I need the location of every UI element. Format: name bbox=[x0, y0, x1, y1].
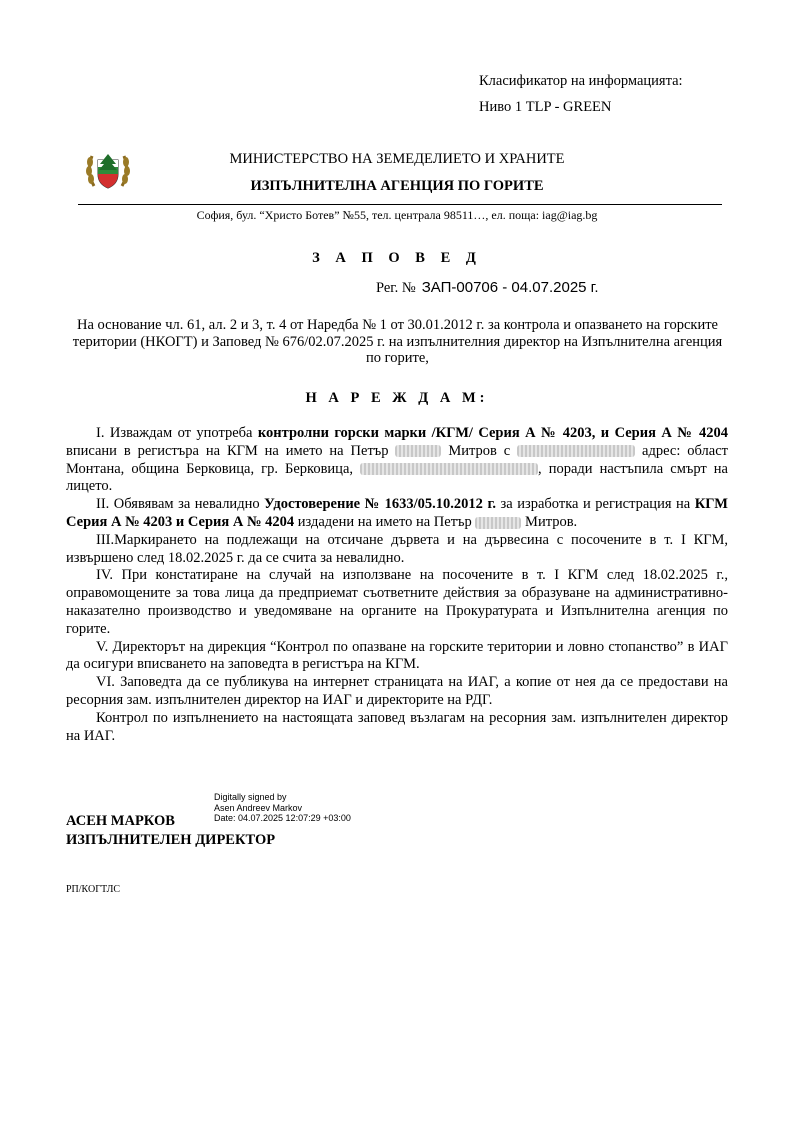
p2-text-f: Митров. bbox=[521, 513, 578, 530]
footer-code: РП/КОГТЛС bbox=[66, 884, 121, 895]
redacted-name bbox=[475, 517, 521, 529]
contact-line: София, бул. “Христо Ботев” №55, тел. централа 98511…, ел. поща: iag@iag.bg bbox=[196, 208, 598, 222]
paragraph-5: V. Директорът на дирекция “Контрол по опазване на горските територии и ловно стопанство” в ИАГ да осигури вписването на заповедта в регистъра на КГМ. bbox=[66, 638, 728, 673]
paragraph-1 bbox=[66, 425, 728, 496]
p2-bold-d: КГМ Серия А № 4203 и Серия А № 4204 bbox=[66, 496, 728, 530]
p2-text-e: издадени на името на Петър bbox=[294, 513, 476, 530]
signature-signer: Asen Andreev Markov bbox=[214, 802, 303, 813]
p1-text-e: адрес: област Монтана, община Берковица, гр. Берковица, bbox=[66, 442, 728, 477]
reg-label: Рег. № bbox=[376, 280, 416, 296]
paragraph-4: IV. При констатиране на случай на използване на посочените в т. I КГМ след 18.02.2025 г., оправомощените за това лица да предприемат съответните действия за образуване на административно-наказателно производство и уведомяване на органите на Прокуратурата и Изпълнителна агенция по горите. bbox=[66, 567, 728, 637]
ministry-name: МИНИСТЕРСТВО НА ЗЕМЕДЕЛИЕТО И ХРАНИТЕ bbox=[229, 151, 565, 167]
signature-date: Date: 04.07.2025 12:07:29 +03:00 bbox=[214, 813, 351, 823]
paragraph-3: III.Маркирането на подлежащи на отсичане дървета и на дървесина с посочените в т. I КГМ, извършено след 18.02.2025 г. да се счита за невалидно. bbox=[66, 531, 728, 566]
signatory-name: АСЕН МАРКОВ bbox=[66, 813, 175, 829]
paragraph-6: VI. Заповедта да се публикува на интернет страницата на ИАГ, а копие от нея да се предостави на ресорния зам. изпълнителен директор на ИАГ и директорите на РДГ. bbox=[66, 674, 728, 708]
p1-text-f: , поради настъпила смърт на лицето. bbox=[66, 460, 728, 495]
signatory-block bbox=[66, 812, 275, 850]
order-heading: Н А Р Е Ж Д А М: bbox=[305, 390, 489, 406]
paragraph-2 bbox=[66, 496, 728, 532]
classification-level: Ниво 1 TLP - GREEN bbox=[479, 99, 612, 115]
legal-basis: На основание чл. 61, ал. 2 и 3, т. 4 от Наредба № 1 от 30.01.2012 г. за контрола и опазването на горските територии (НКОГТ) и Заповед № 676/02.07.2025 г. на изпълнителния директор на Изпълнителна агенция по горите, bbox=[72, 317, 723, 366]
redacted-id bbox=[517, 445, 635, 457]
order-body bbox=[66, 425, 728, 745]
registration-line bbox=[376, 279, 598, 297]
redacted-address bbox=[360, 463, 538, 475]
p1-text-d: Митров с bbox=[441, 442, 518, 459]
signatory-position: ИЗПЪЛНИТЕЛЕН ДИРЕКТОР bbox=[66, 832, 276, 848]
p1-text-a: I. Изваждам от употреба bbox=[96, 425, 258, 441]
classification-label: Класификатор на информацията: bbox=[479, 73, 683, 89]
p2-text-c: за изработка и регистрация на bbox=[496, 496, 695, 513]
p1-bold: контролни горски марки /КГМ/ Серия А № 4203, и Серия А № 4204 bbox=[257, 425, 728, 441]
redacted-name bbox=[395, 445, 441, 457]
classification-block bbox=[479, 68, 683, 120]
p2-text-a: II. Обявявам за невалидно bbox=[96, 496, 265, 513]
p2-bold-a: Удостоверение № 1633/05.10.2012 г. bbox=[264, 496, 497, 513]
agency-name: ИЗПЪЛНИТЕЛНА АГЕНЦИЯ ПО ГОРИТЕ bbox=[250, 178, 544, 194]
p1-text-c: вписани в регистъра на КГМ на името на Петър bbox=[66, 442, 396, 459]
header-divider bbox=[78, 204, 722, 205]
reg-number: ЗАП-00706 - 04.07.2025 г. bbox=[421, 279, 599, 296]
document-title: З А П О В Е Д bbox=[312, 250, 482, 266]
signature-line-1: Digitally signed by bbox=[214, 792, 287, 802]
paragraph-7: Контрол по изпълнението на настоящата заповед възлагам на ресорния зам. изпълнителен директор на ИАГ. bbox=[66, 709, 728, 744]
